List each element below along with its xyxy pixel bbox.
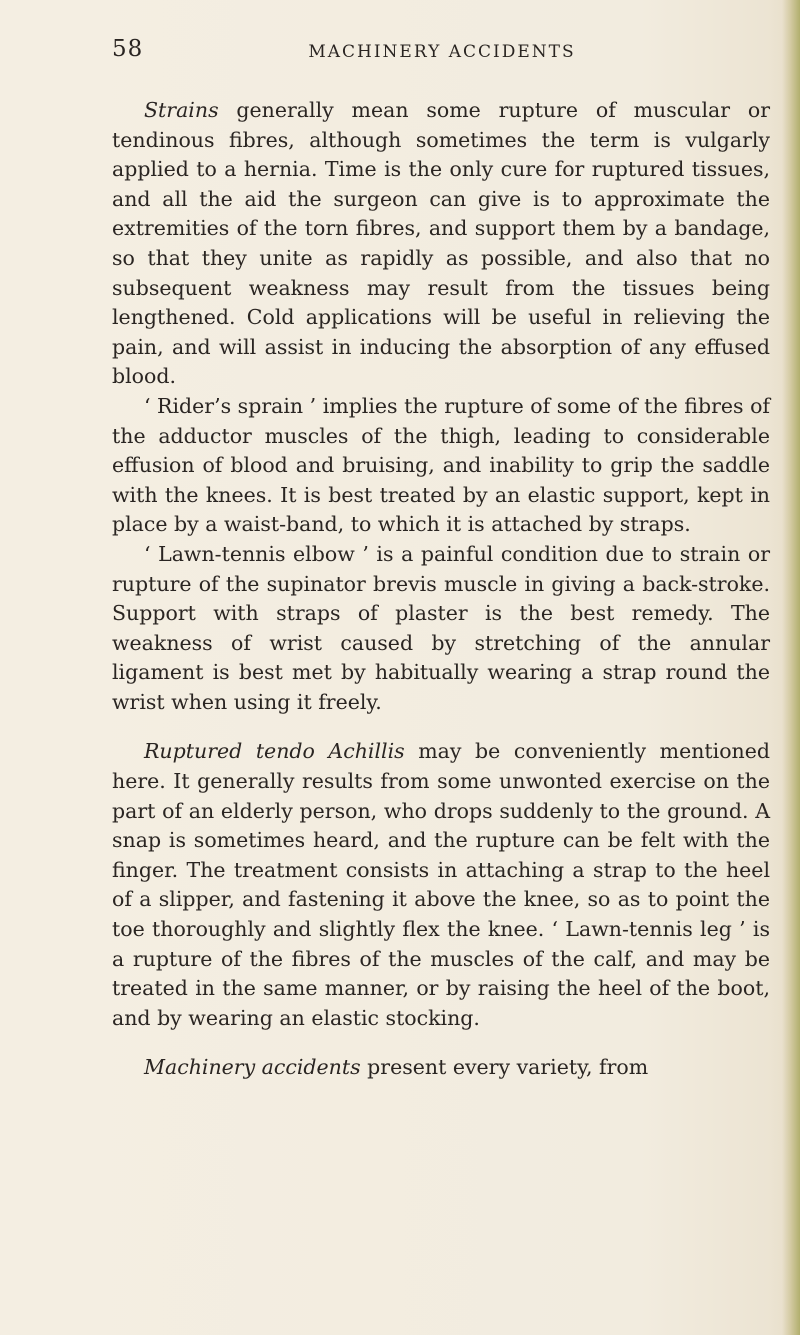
- paragraph-lead: Strains: [144, 98, 219, 122]
- running-head: MACHINERY ACCIDENTS: [308, 42, 576, 62]
- paragraph-lawn-tennis-elbow: [112, 540, 770, 718]
- paragraph-strains: [112, 96, 770, 392]
- body-text: [112, 96, 770, 1083]
- paragraph-riders-sprain: [112, 392, 770, 540]
- paragraph-lead: Ruptured tendo Achillis: [144, 739, 405, 764]
- paragraph-body: generally mean some rupture of muscular or tendinous fibres, although sometimes the term is vulgarly applied to a hernia. Time is the only cure for ruptured tissues, and all the aid the surgeon can give is to approximate the extremities of the torn fibres, and support them by a bandage, so that they unite as rapidly as possible, and also that no subsequent weakness may result from the tissues being lengthened. Cold applications will be useful in relieving the pain, and will assist in inducing the absorption of any effused blood.: [112, 98, 770, 389]
- page-header: [112, 36, 772, 82]
- paragraph-lead: Machinery accidents: [144, 1055, 361, 1080]
- paragraph-tendo-achillis: [112, 737, 770, 1033]
- paragraph-body: ‘ Rider’s sprain ’ implies the rupture of some of the fibres of the adductor muscles of the thigh, leading to considerable effusion of blood and bruising, and inability to grip the saddle with the knees. It is best treated by an elastic support, kept in place by a waist-band, to which it is attached by straps.: [112, 393, 770, 537]
- paragraph-body: present every variety, from: [360, 1055, 649, 1080]
- paragraph-body: ‘ Lawn-tennis elbow ’ is a painful condition due to strain or rupture of the supinator brevis muscle in giving a back-stroke. Support with straps of plaster is the best remedy. The weakness of wrist caused by stretching of the annular ligament is best met by habitually wearing a strap round the wrist when using it freely.: [112, 541, 770, 714]
- paragraph-machinery-accidents: [112, 1053, 770, 1083]
- paragraph-body: may be conveniently mentioned here. It generally results from some unwonted exercise on the part of an elderly person, who drops suddenly to the ground. A snap is sometimes heard, and the rupture can be felt with the finger. The treatment consists in attaching a strap to the heel of a slipper, and fastening it above the knee, so as to point the toe thoroughly and slightly flex the knee. ‘ Lawn-tennis leg ’ is a rupture of the fibres of the muscles of the calf, and may be treated in the same manner, or by raising the heel of the boot, and by wearing an elastic stocking.: [112, 739, 771, 1030]
- page-number: 58: [112, 36, 144, 62]
- page-edge-shadow: [782, 0, 800, 1335]
